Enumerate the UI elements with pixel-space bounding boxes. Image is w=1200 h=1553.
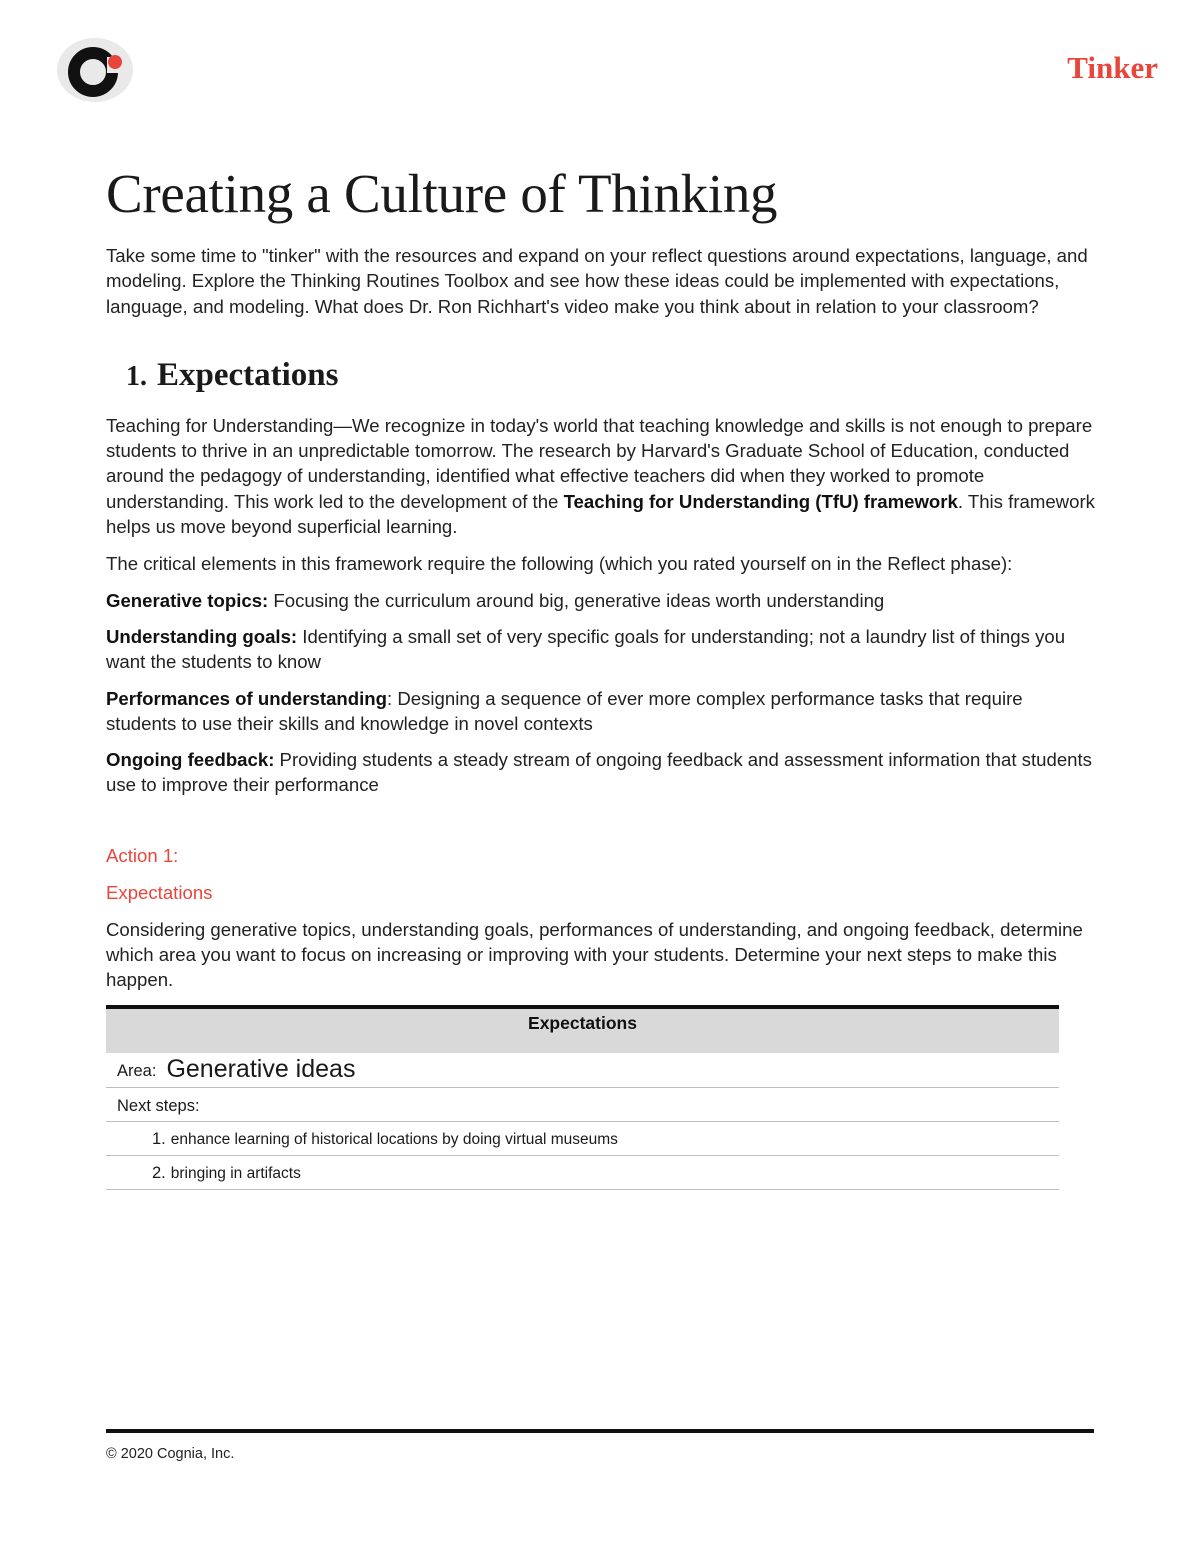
footer-divider: [106, 1429, 1094, 1433]
copyright-text: © 2020 Cognia, Inc.: [106, 1446, 235, 1462]
area-value[interactable]: Generative ideas: [166, 1054, 356, 1083]
step-row[interactable]: [106, 1122, 1059, 1156]
step-text[interactable]: bringing in artifacts: [170, 1164, 301, 1182]
area-label: Area:: [117, 1061, 157, 1080]
element-ongoing-feedback: Ongoing feedback: Providing students a steady stream of ongoing feedback and assessment information that students use to improve their performance: [106, 749, 1092, 796]
element-understanding-goals: Understanding goals: Identifying a small set of very specific goals for understanding; not a laundry list of things you want the students to know: [106, 625, 1066, 673]
page-title: Creating a Culture of Thinking: [106, 163, 778, 224]
element-generative-topics: Generative topics: Focusing the curriculum around big, generative ideas worth understanding: [106, 589, 885, 611]
area-row[interactable]: [106, 1053, 1059, 1088]
intro-paragraph: Take some time to "tinker" with the resources and expand on your reflect questions around expectations, language, and modeling. Explore the Thinking Routines Toolbox and see how these ideas could be implemented with expectations, language, and modeling. What does Dr. Ron Richhart's video make you think about in relation to your classroom?: [106, 245, 1088, 317]
action-instructions: Considering generative topics, understanding goals, performances of understanding, and ongoing feedback, determine which area you want to focus on increasing or improving with your students. Determine your next steps to make this happen.: [106, 918, 1083, 991]
brand-label: Tinker: [1067, 50, 1158, 85]
step-text[interactable]: enhance learning of historical locations by doing virtual museums: [170, 1130, 618, 1148]
step-number: 2.: [152, 1163, 166, 1182]
cognia-logo-icon: [57, 37, 135, 103]
step-row[interactable]: [106, 1156, 1059, 1190]
expectations-table: [106, 1005, 1059, 1190]
element-performances: Performances of understanding: Designing a sequence of ever more complex performance tasks that require students to use their skills and knowledge in novel contexts: [106, 687, 1023, 734]
section-heading: [126, 355, 1096, 397]
tfu-framework-bold: Teaching for Understanding (TfU) framework: [563, 490, 958, 512]
action-label: Action 1:: [106, 844, 179, 866]
section-number: 1.: [126, 360, 147, 392]
tfu-paragraph: Teaching for Understanding—We recognize in today's world that teaching knowledge and skills is not enough to prepare students to thrive in an unpredictable tomorrow. The research by Harvard's Graduate School of Education, conducted around the pedagogy of understanding, identified what effective teachers did when they worked to promote understanding. This work led to the development of the Teaching for Understanding (TfU) framework. This framework helps us move beyond superficial learning.: [106, 414, 1095, 538]
table-header: Expectations: [106, 1005, 1059, 1053]
critical-elements-intro: The critical elements in this framework require the following (which you rated yourself on in the Reflect phase):: [106, 553, 1013, 575]
action-subtitle: Expectations: [106, 881, 213, 903]
document-body: [106, 162, 1096, 1190]
next-steps-label: Next steps:: [117, 1096, 200, 1115]
next-steps-row: [106, 1088, 1059, 1122]
step-number: 1.: [152, 1129, 166, 1148]
section-title: Expectations: [157, 356, 339, 393]
